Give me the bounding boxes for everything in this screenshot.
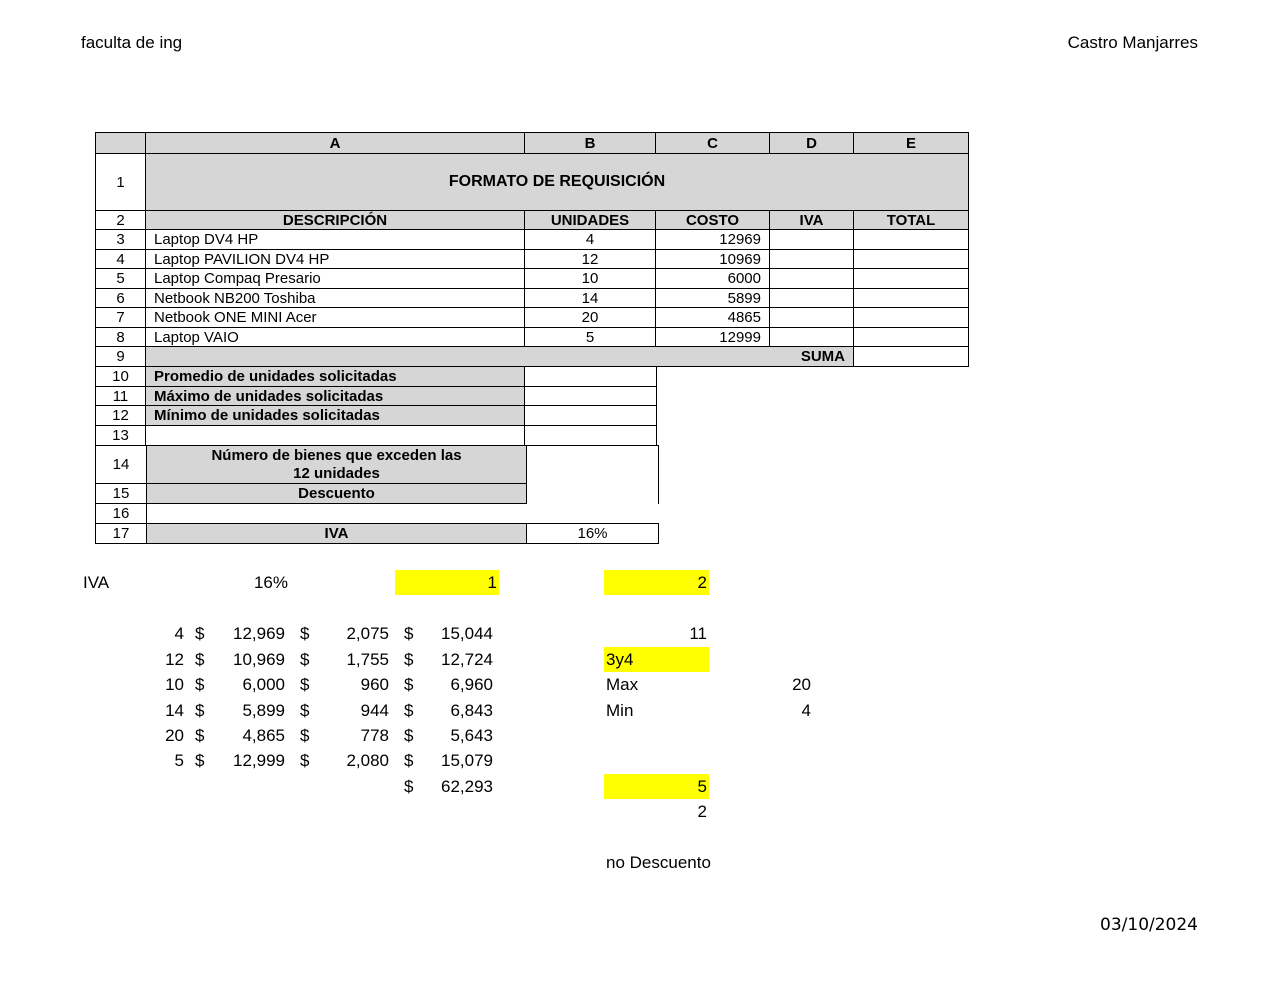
currency-sign: $: [404, 777, 414, 796]
maximo-label: Máximo de unidades solicitadas: [145, 386, 525, 406]
row-number: 9: [95, 346, 146, 367]
calc-cost: 4,865: [242, 726, 285, 745]
calc-iva: 1,755: [346, 650, 389, 669]
item-cost: 5899: [655, 288, 770, 308]
marker-5: 5: [697, 777, 707, 796]
empty-cell: [524, 425, 657, 446]
header-iva: IVA: [769, 210, 854, 230]
row-number: 5: [95, 268, 146, 289]
promedio-value-empty: [524, 366, 657, 387]
min-label: Min: [606, 701, 634, 720]
row-number: 4: [95, 249, 146, 269]
currency-sign: $: [300, 624, 310, 643]
calc-total: 15,044: [441, 624, 493, 643]
max-label: Max: [606, 675, 639, 694]
calc-total: 12,724: [441, 650, 493, 669]
item-iva-empty: [769, 307, 854, 328]
footer-date: 03/10/2024: [1100, 915, 1198, 935]
calc-iva: 2,075: [346, 624, 389, 643]
item-total-empty: [853, 327, 969, 347]
currency-sign: $: [404, 751, 414, 770]
calc-iva: 960: [360, 675, 389, 694]
currency-sign: $: [300, 650, 310, 669]
minimo-value-empty: [524, 405, 657, 426]
calc-iva: 778: [360, 726, 389, 745]
currency-sign: $: [195, 751, 205, 770]
calc-total: 6,960: [450, 675, 493, 694]
row-number: 1: [95, 153, 146, 211]
calc-units: 4: [174, 624, 184, 643]
currency-sign: $: [404, 726, 414, 745]
row-number: 7: [95, 307, 146, 328]
currency-sign: $: [404, 650, 414, 669]
header-left: faculta de ing: [81, 33, 183, 52]
descuento-result: no Descuento: [606, 853, 711, 872]
item-description: Laptop Compaq Presario: [145, 268, 525, 289]
suma-label: SUMA: [145, 346, 854, 367]
col-header-a: A: [145, 132, 525, 154]
row-number: 17: [95, 523, 147, 544]
header-total: TOTAL: [853, 210, 969, 230]
item-units: 20: [524, 307, 656, 328]
col-header-c: C: [655, 132, 770, 154]
empty-cell: [145, 425, 525, 446]
calc-units: 14: [165, 701, 184, 720]
maximo-value-empty: [524, 386, 657, 406]
item-cost: 12969: [655, 229, 770, 250]
currency-sign: $: [404, 675, 414, 694]
col-header-d: D: [769, 132, 854, 154]
requisition-sheet-image: [95, 132, 969, 544]
item-units: 14: [524, 288, 656, 308]
calc-units: 5: [174, 751, 184, 770]
item-units: 4: [524, 229, 656, 250]
row-number: 8: [95, 327, 146, 347]
col-header-b: B: [524, 132, 656, 154]
item-iva-empty: [769, 288, 854, 308]
average-value: 11: [689, 624, 707, 643]
count-value: 2: [697, 802, 707, 821]
max-value: 20: [792, 675, 811, 694]
header-unidades: UNIDADES: [524, 210, 656, 230]
header-costo: COSTO: [655, 210, 770, 230]
currency-sign: $: [404, 701, 414, 720]
currency-sign: $: [300, 751, 310, 770]
calc-cost: 6,000: [242, 675, 285, 694]
item-description: Laptop VAIO: [145, 327, 525, 347]
numero-bienes-label: Número de bienes que exceden las 12 unidades: [146, 445, 527, 484]
iva-value: 16%: [526, 523, 659, 544]
calc-total: 15,079: [441, 751, 493, 770]
descuento-label: Descuento: [146, 483, 527, 504]
marker-2: 2: [697, 573, 707, 592]
item-description: Netbook NB200 Toshiba: [145, 288, 525, 308]
row-number: 6: [95, 288, 146, 308]
item-total-empty: [853, 229, 969, 250]
item-units: 5: [524, 327, 656, 347]
iva-label-text: IVA: [83, 573, 110, 592]
iva-percent: 16%: [253, 573, 288, 592]
corner-cell: [95, 132, 146, 154]
numero-bienes-value-empty: [526, 445, 659, 484]
calc-total: 5,643: [450, 726, 493, 745]
calc-cost: 12,999: [233, 751, 285, 770]
item-description: Laptop DV4 HP: [145, 229, 525, 250]
currency-sign: $: [195, 701, 205, 720]
row-number: 11: [95, 386, 146, 406]
calc-iva: 944: [360, 701, 389, 720]
col-header-e: E: [853, 132, 969, 154]
item-total-empty: [853, 249, 969, 269]
item-iva-empty: [769, 229, 854, 250]
empty-cell: [146, 503, 659, 524]
currency-sign: $: [195, 675, 205, 694]
calc-cost: 5,899: [242, 701, 285, 720]
item-cost: 10969: [655, 249, 770, 269]
item-units: 10: [524, 268, 656, 289]
item-iva-empty: [769, 268, 854, 289]
item-iva-empty: [769, 249, 854, 269]
over-12-items: 3y4: [606, 650, 634, 669]
minimo-label: Mínimo de unidades solicitadas: [145, 405, 525, 426]
calc-cost: 12,969: [233, 624, 285, 643]
row-number: 2: [95, 210, 146, 230]
calc-units: 20: [165, 726, 184, 745]
calc-units: 12: [165, 650, 184, 669]
row-number: 15: [95, 483, 147, 504]
currency-sign: $: [300, 701, 310, 720]
currency-sign: $: [195, 624, 205, 643]
row-number: 14: [95, 445, 147, 484]
item-description: Netbook ONE MINI Acer: [145, 307, 525, 328]
row-number: 10: [95, 366, 146, 387]
item-cost: 12999: [655, 327, 770, 347]
item-iva-empty: [769, 327, 854, 347]
currency-sign: $: [195, 650, 205, 669]
calc-units: 10: [165, 675, 184, 694]
row-number: 16: [95, 503, 147, 524]
row-number: 3: [95, 229, 146, 250]
currency-sign: $: [195, 726, 205, 745]
row-number: 13: [95, 425, 146, 446]
item-total-empty: [853, 268, 969, 289]
row-number: 12: [95, 405, 146, 426]
grand-total: 62,293: [441, 777, 493, 796]
item-units: 12: [524, 249, 656, 269]
descuento-value-empty: [526, 483, 659, 504]
calc-total: 6,843: [450, 701, 493, 720]
marker-1: 1: [487, 573, 497, 592]
calc-cost: 10,969: [233, 650, 285, 669]
iva-label: IVA: [146, 523, 527, 544]
item-total-empty: [853, 288, 969, 308]
sheet-title: FORMATO DE REQUISICIÓN: [145, 153, 969, 211]
suma-value-empty: [853, 346, 969, 367]
item-cost: 6000: [655, 268, 770, 289]
promedio-label: Promedio de unidades solicitadas: [145, 366, 525, 387]
calc-iva: 2,080: [346, 751, 389, 770]
header-descripcion: DESCRIPCIÓN: [145, 210, 525, 230]
min-value: 4: [801, 701, 811, 720]
currency-sign: $: [300, 726, 310, 745]
item-total-empty: [853, 307, 969, 328]
currency-sign: $: [300, 675, 310, 694]
header-right: Castro Manjarres: [1067, 33, 1198, 52]
item-cost: 4865: [655, 307, 770, 328]
item-description: Laptop PAVILION DV4 HP: [145, 249, 525, 269]
currency-sign: $: [404, 624, 414, 643]
